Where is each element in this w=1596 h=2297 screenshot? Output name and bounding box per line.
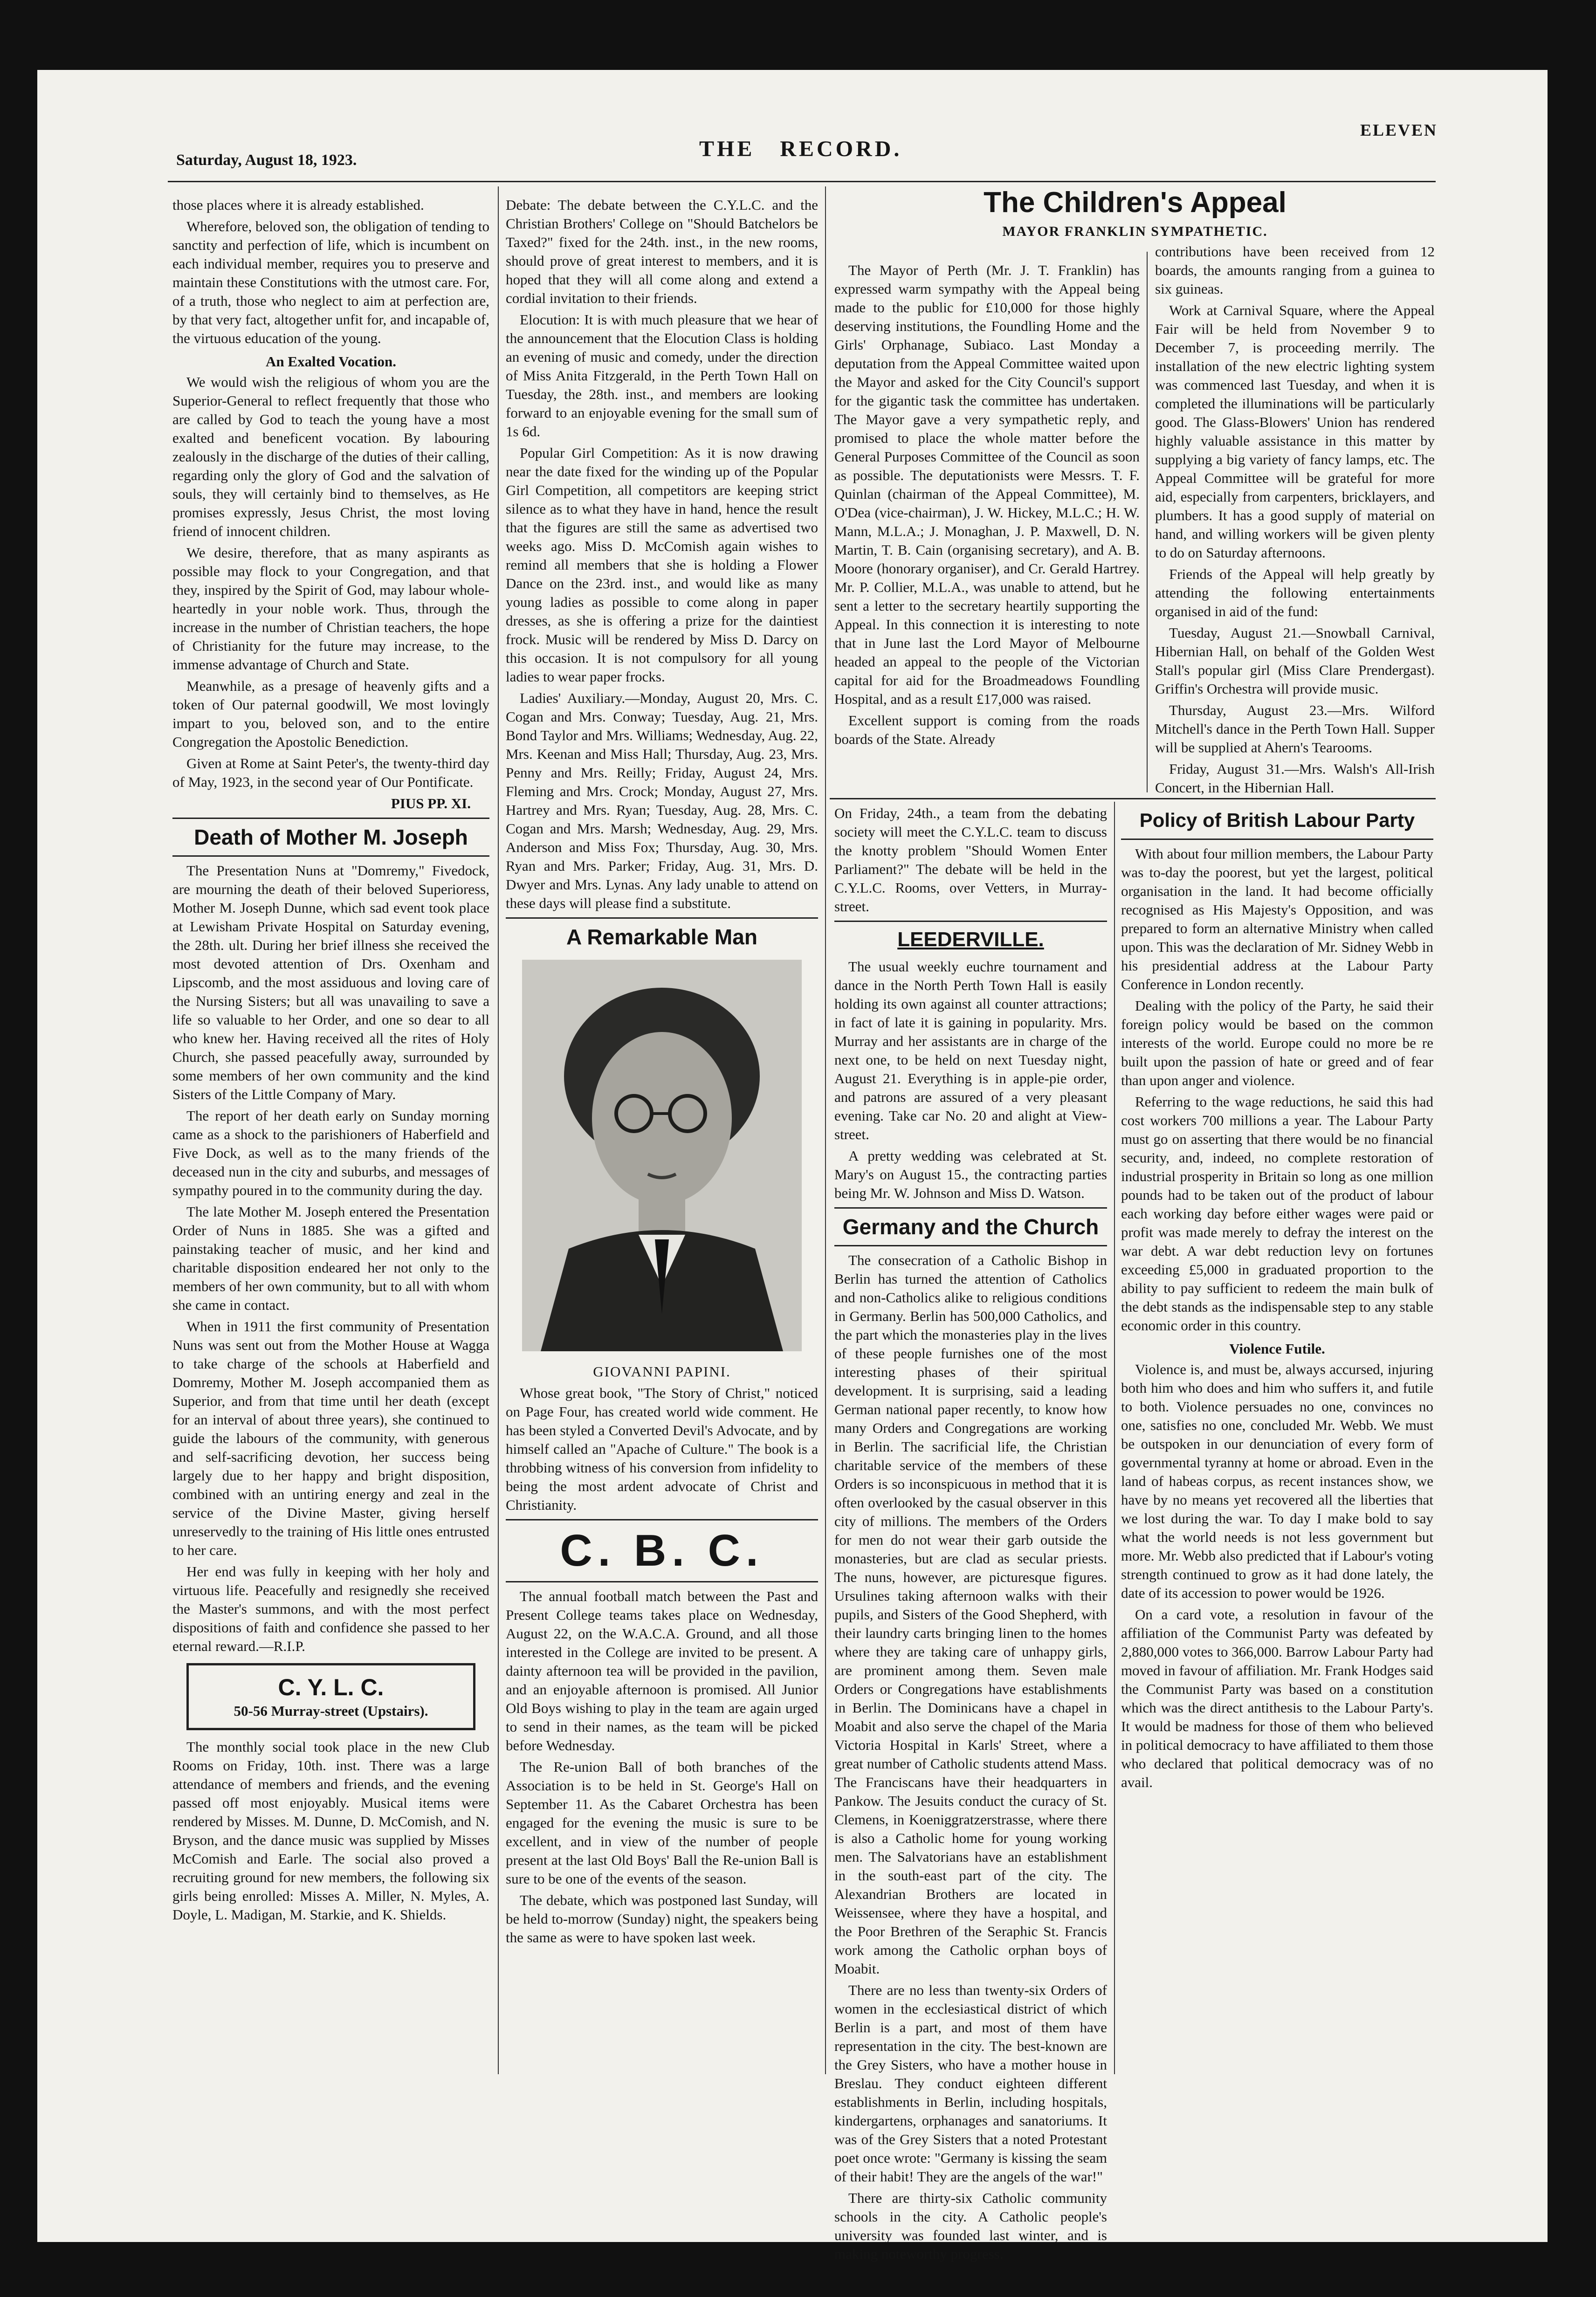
paragraph: The monthly social took place in the new Club Rooms on Friday, 10th. inst. There was a large attendance of members and friends, and the evening passed off most enjoyably. Musical items were rendered by Misses. M. Dunne, D. McComish, and N. Bryson, and the dance music was supplied by Misses McComish and Earle. The social also proved a recruiting ground for new members, the following six girls being enrolled: Misses A. Miller, N. Myles, A. Doyle, L. Madigan, M. Starkie, and K. Shields. [172, 1739, 489, 1923]
paragraph: The consecration of a Catholic Bishop in Berlin has turned the attention of Catholics and non-Catholics alike to religious conditions in Germany. Berlin has 500,000 Catholics, and the part which the monasteries play in the lives of these people furnishes one of the most interesting phases of their spiritual development. It is surprising, said a leading German national paper recently, to know how many Orders and Congregations are working in Berlin. The sacrificial life, the Christian charitable service of the members of these Orders is so inconspicuous in method that it is often overlooked by the casual observer in this city of millions. The members of the Orders for men do not wear their garb outside the monasteries, but are clad as secular priests. The nuns, however, are picturesque figures. Ursulines taking afternoon walks with their pupils, and Sisters of the Good Shepherd, with their laundry carts bringing linen to the homes where they are taking care of unhappy girls, are prominent among them. Seven male Orders or Congregations have establishments in Berlin. The Dominicans have a chapel in Moabit and also serve the chapel of the Maria Victoria Hospital in Karls' Street, where a great number of Catholic students attend Mass. The Franciscans have their headquarters in Pankow. The Jesuits conduct the curacy of St. Clemens, in Koeniggratzerstrasse, where there is also a Catholic home for young working men. The Salvatorians have an establishment in the south-east part of the city. The Alexandrian Brothers are located in Weissensee, where they have a hospital, and the Poor Brethren of the Seraphic St. Francis work among the Catholic orphan boys of Moabit. [834, 1252, 1107, 1977]
cylc-header-box [186, 1663, 475, 1730]
paragraph: When in 1911 the first community of Presentation Nuns was sent out from the Mother House at Wagga to take charge of the schools at Haberfield and Domremy, Mother M. Joseph accompanied them as Superior, and from that time until her death (except for an interval of about three years), she continued to guide the labours of the community, with generous and self-sacrificing devotion, her success being largely due to her happy and bright disposition, combined with an untiring energy and zeal in the service of the Divine Master, giving herself unreservedly to the training of His little ones entrusted to her care. [172, 1318, 489, 1558]
section-rule [506, 917, 818, 919]
section-rule [506, 1581, 818, 1582]
masthead-rule [168, 181, 1436, 182]
paragraph: The late Mother M. Joseph entered the Presentation Order of Nuns in 1885. She was a gifted and painstaking teacher of music, and her kind and charitable disposition endeared her not only to the members of her own community, but to all with whom she came in contact. [172, 1204, 489, 1313]
encyclical-article [172, 196, 489, 813]
paragraph: There are thirty-six Catholic community schools in the city. A Catholic people's university was founded last winter, and is making noteworthy progress. [834, 2190, 1107, 2262]
column-divider [1114, 802, 1115, 2074]
cbc-article [506, 1525, 818, 1947]
article-headline: C. B. C. [560, 1526, 764, 1575]
paragraph: Violence is, and must be, always accursed, injuring both him who does and him who suffers it, and futile to both. Violence persuades no one, convinces no one, satisfies no one, concluded Mr. Webb. We must be outspoken in our denunciation of every form of governmental tyranny at home or abroad. Even in the land of habeas corpus, as recent instances show, we have by no means yet recovered all the liberties that we lost during the war. To day I make bold to say what the world needs is not less government but more. Mr. Webb also predicted that if Labour's voting strength continued to grow as it had done lately, the date of its accession to power would be 1926. [1121, 1361, 1433, 1601]
paragraph: The debate, which was postponed last Sunday, will be held to-morrow (Sunday) night, the speakers being the same as were to have spoken last week. [506, 1892, 818, 1946]
newspaper-title: THE RECORD. [699, 137, 902, 161]
photo-caption: GIOVANNI PAPINI. [593, 1363, 731, 1380]
papini-article [506, 923, 818, 1514]
paragraph: A pretty wedding was celebrated at St. Mary's on August 15., the contracting parties being Mr. W. Johnson and Miss D. Watson. [834, 1148, 1107, 1201]
column-1 [172, 196, 489, 1927]
paragraph: Tuesday, August 21.—Snowball Carnival, Hibernian Hall, on behalf of the Golden West Stall's popular girl (Miss Clare Prendergast). Griffin's Orchestra will provide music. [1155, 625, 1435, 697]
paragraph: We desire, therefore, that as many aspirants as possible may flock to your Congregation, and that they, inspired by the Spirit of God, may labour whole-heartedly in your noble work. Thus, through the increase in the number of Christian teachers, the hope of Christianity for the future may increase, to the immense advantage of Church and State. [172, 544, 489, 673]
article-headline: A Remarkable Man [566, 925, 757, 949]
article-headline: The Children's Appeal [984, 186, 1286, 219]
paragraph: With about four million members, the Labour Party was to-day the poorest, but yet the largest, political organisation in the land. It had become officially recognised as His Majesty's Opposition, and was prepared to form an alternative Ministry when called upon. This was the declaration of Mr. Sidney Webb in his presidential address at the Labour Party Conference in London recently. [1121, 846, 1433, 992]
paragraph: Friends of the Appeal will help greatly by attending the following entertainments organised in aid of the fund: [1155, 566, 1435, 619]
paragraph: The report of her death early on Sunday morning came as a shock to the parishioners of Haberfield and Five Dock, as well as to the many friends of the deceased nun in the city and suburbs, and messages of sympathy poured in to the community during the day. [172, 1107, 489, 1198]
section-rule [1121, 839, 1433, 840]
paragraph: We would wish the religious of whom you are the Superior-General to reflect frequently that those who are called by God to teach the young have a most exalted and beneficent vocation. By labouring zealously in the discharge of the duties of their calling, regarding only the glory of God and the salvation of souls, they will certainly bind to themselves, as He promises expressly, Jesus Christ, the most loving friend of innocent children. [172, 374, 489, 539]
article-headline: LEEDERVILLE. [897, 928, 1044, 951]
leederville-article [834, 927, 1107, 1203]
section-rule [172, 855, 489, 857]
column-3 [834, 804, 1107, 2266]
paragraph: Excellent support is coming from the roads boards of the State. Already [834, 712, 1140, 747]
section-rule [830, 798, 1436, 799]
paragraph: The Presentation Nuns at "Domremy," Fivedock, are mourning the death of their beloved Superioress, Mother M. Joseph Dunne, which sad event took place at Lewisham Private Hospital on Saturday evening, the 28th. ult. During her brief illness she received the most devoted attention of Drs. Oxenham and Lipscomb, and the most assiduous and loving care of the Nursing Sisters; but all was unavailing to save a life so valuable to her Order, and one so dear to all who knew her. Having received all the rites of Holy Church, she passed peacefully away, surrounded by some members of her own community and the kind Sisters of the Little Company of Mary. [172, 862, 489, 1102]
paragraph: Whose great book, "The Story of Christ," noticed on Page Four, has created world wide comment. He has been styled a Converted Devil's Advocate, and by himself called an "Apache of Culture." The book is a throbbing witness of his conversion from infidelity to being the most ardent advocate of Christ and Christianity. [506, 1385, 818, 1513]
paragraph: There are no less than twenty-six Orders of women in the ecclesiastical district of which Berlin is a part, and most of them have representation in the city. The best-known are the Grey Sisters, who have a mother house in Breslau. They conduct eighteen different establishments in Berlin, including hospitals, kindergartens, orphanages and sanatoriums. It was of the Grey Sisters that a noted Protestant poet once wrote: "Germany is kissing the seam of their habit! They are the angels of the war!" [834, 1982, 1107, 2185]
subheading: An Exalted Vocation. [266, 353, 396, 370]
section-rule [834, 921, 1107, 922]
column-divider [498, 186, 499, 2074]
paragraph: The Re-union Ball of both branches of the Association is to be held in St. George's Hall on September 11. As the Cabaret Orchestra has been engaged for the evening the music is sure to be excellent, and in view of the number of people present at the last Old Boys' Ball the Re-union Ball is sure to be one of the events of the season. [506, 1759, 818, 1887]
page-number: ELEVEN [1360, 121, 1438, 139]
section-rule [834, 1207, 1107, 1209]
signature: PIUS PP. XI. [391, 795, 471, 812]
paragraph: contributions have been received from 12 boards, the amounts ranging from a guinea to six guineas. [1155, 243, 1435, 297]
paragraph: those places where it is already established. [172, 197, 424, 213]
paragraph: Debate: The debate between the C.Y.L.C. and the Christian Brothers' College on "Should Batchelors be Taxed?" fixed for the 24th. inst., in the new rooms, should prove of great interest to members, and it is hoped that they will all come along and extend a cordial invitation to their friends. [506, 197, 818, 306]
cylc-address: 50-56 Murray-street (Upstairs). [234, 1703, 428, 1719]
cylc-article [172, 1738, 489, 1924]
article-headline: Death of Mother M. Joseph [194, 825, 468, 849]
section-rule [834, 1245, 1107, 1246]
paragraph: Work at Carnival Square, where the Appeal Fair will be held from November 9 to December 7, is proceeding merrily. The installation of the new electric lighting system was commenced last Tuesday, and when it is completed the illuminations will be particularly good. The Glass-Blowers' Union has rendered highly valuable assistance in this matter by supplying a big variety of fancy lamps, etc. The Appeal Committee will be grateful for more aid, especially from carpenters, bricklayers, and plumbers. It has a good supply of material on hand, and willing workers will be given plenty to do on Saturday afternoons. [1155, 302, 1435, 561]
portrait-illustration [522, 960, 802, 1351]
column-divider [1147, 252, 1148, 792]
paragraph: Her end was fully in keeping with her holy and virtuous life. Peacefully and resignedly she received the Master's summons, and with the most perfect dispositions of faith and confidence she passed to her eternal reward.—R.I.P. [172, 1563, 489, 1654]
paragraph: Elocution: It is with much pleasure that we hear of the announcement that the Elocution Class is holding an evening of music and comedy, under the direction of Miss Anita Fitzgerald, in the Perth Town Hall on Tuesday, the 28th. inst., and members are looking forward to an enjoyable evening for the small sum of 1s 6d. [506, 311, 818, 440]
paragraph: Friday, August 31.—Mrs. Walsh's All-Irish Concert, in the Hibernian Hall. [1155, 761, 1435, 796]
childrens-appeal-headline-block [834, 184, 1436, 241]
column-3-top [834, 261, 1140, 751]
section-rule [172, 818, 489, 819]
issue-date: Saturday, August 18, 1923. [176, 151, 357, 169]
cylc-title: C. Y. L. C. [278, 1674, 384, 1700]
paragraph: Thursday, August 23.—Mrs. Wilford Mitchell's dance in the Perth Town Hall. Supper will be supplied at Ahern's Tearooms. [1155, 702, 1435, 756]
portrait-photo [522, 960, 802, 1351]
paragraph: The Mayor of Perth (Mr. J. T. Franklin) has expressed warm sympathy with the Appeal being made to the public for £10,000 for those highly deserving institutions, the Foundling Home and the Girls' Orphanage, Subiaco. Last Monday a deputation from the Appeal Committee waited upon the Mayor and asked for the City Council's support for the gigantic task the committee has undertaken. The Mayor gave a very sympathetic reply, and promised to place the whole matter before the General Purposes Committee of the Council as soon as possible. The deputationists were Messrs. T. F. Quinlan (chairman of the Appeal Committee), M. O'Dea (vice-chairman), J. W. Hickey, M.L.C.; H. W. Mann, M.L.A.; J. Monaghan, J. P. Maxwell, D. N. Martin, T. B. Cain (organising secretary), and A. B. Moore (honorary organiser), and Cr. Gerald Hartrey. Mr. P. Collier, M.L.A., was unable to attend, but he sent a letter to the secretary heartily supporting the Appeal. In this connection it is interesting to note that in June last the Lord Mayor of Melbourne headed an appeal to the people of the Victorian capital for aid for the Broadmeadows Foundling Hospital, and as a result £17,000 was raised. [834, 262, 1140, 707]
mother-joseph-article [172, 824, 489, 1656]
paragraph: On a card vote, a resolution in favour of the affiliation of the Communist Party was defeated by 2,880,000 votes to 366,000. Barrow Labour Party had moved in favour of affiliation. Mr. Frank Hodges said the Communist Party was based on a constitution which was the direct antithesis to the Labour Party's. It would be madness for those of them who believed in political democracy to have affiliated to them those who declared that political democracy was of no avail. [1121, 1606, 1433, 1790]
column-4-top [1155, 242, 1435, 800]
subheading: Violence Futile. [1229, 1341, 1325, 1357]
article-headline: Policy of British Labour Party [1139, 809, 1415, 831]
germany-article [834, 1213, 1107, 2263]
paragraph: The usual weekly euchre tournament and dance in the North Perth Town Hall is easily holding its own against all counter attractions; in fact of late it is gaining in popularity. Mrs. Murray and her assistants are in charge of the next one, to be held on next Tuesday night, August 21. Everything is in apple-pie order, and patrons are assured of a very pleasant evening. Take car No. 20 and alight at View-street. [834, 958, 1107, 1142]
paragraph: Meanwhile, as a presage of heavenly gifts and a token of Our paternal goodwill, We most lovingly impart to you, beloved son, and to the entire Congregation the Apostolic Benediction. [172, 678, 489, 750]
paragraph: Popular Girl Competition: As it is now drawing near the date fixed for the winding up of the Popular Girl Competition, all competitors are keeping strict silence as to what they have in hand, hence the result that the figures are still the same as advertised two weeks ago. Miss D. McComish again wishes to remind all members that she is holding a Flower Dance on the 23rd. inst., and would like as many young ladies as possible to come along in paper dresses, as she is offering a prize for the daintiest frock. Music will be rendered by Miss D. Darcy on this occasion. It is not compulsory for all young ladies to wear paper frocks. [506, 445, 818, 685]
paragraph: On Friday, 24th., a team from the debating society will meet the C.Y.L.C. team to discuss the knotty problem "Should Women Enter Parliament?" The debate will be held in the C.Y.L.C. Rooms, over Vetters, in Murray-street. [834, 805, 1107, 915]
paragraph: Given at Rome at Saint Peter's, the twenty-third day of May, 1923, in the second year of Our Pontificate. [172, 755, 489, 790]
paragraph: Wherefore, beloved son, the obligation of tending to sanctity and perfection of life, which is incumbent on each individual member, requires you to preserve and maintain these Constitutions with the utmost care. For, of a truth, those who neglect to aim at perfection are, by that very fact, altogether unfit for, and incapable of, the virtuous education of the young. [172, 218, 489, 346]
column-2 [506, 196, 818, 1950]
column-divider [825, 186, 826, 2074]
article-subheadline: MAYOR FRANKLIN SYMPATHETIC. [1002, 224, 1268, 239]
article-headline: Germany and the Church [842, 1215, 1099, 1239]
paragraph: Dealing with the policy of the Party, he said their foreign policy would be based on the common interests of the world. Europe could no more be re built upon the passion of hate or greed and of fear than upon anger and violence. [1121, 997, 1433, 1088]
section-rule [506, 1519, 818, 1520]
paragraph: The annual football match between the Past and Present College teams takes place on Wednesday, August 22, on the W.A.C.A. Ground, and all those interested in the College are invited to be present. A dainty afternoon tea will be provided in the pavilion, and an enjoyable afternoon is promised. All Junior Old Boys wishing to play in the team are again urged to send in their names, as the team will be picked before Wednesday. [506, 1588, 818, 1754]
labour-article [1121, 807, 1433, 1792]
paragraph: Referring to the wage reductions, he said this had cost workers 700 millions a year. The Labour Party must go on asserting that there would be no financial security, and, indeed, no complete restoration of industrial prosperity in Britain so long as one million pounds had to be taken out of the product of labour each working day before either wages were paid or profit was made merely to defray the interest on the war debt. A war debt reduction levy on fortunes exceeding £5,000 in graduated proportion to the ability to pay sufficient to redeem the main bulk of the debt stands as the indispensable step to any stable economic order in this country. [1121, 1093, 1433, 1334]
paragraph: Ladies' Auxiliary.—Monday, August 20, Mrs. C. Cogan and Mrs. Conway; Tuesday, Aug. 21, Mrs. Bond Taylor and Mrs. Williams; Wednesday, Aug. 22, Mrs. Keenan and Miss Hall; Thursday, Aug. 23, Mrs. Penny and Mrs. Reilly; Friday, August 24, Mrs. Fleming and Mrs. Crock; Monday, August 27, Mrs. Hartrey and Mrs. Ryan; Tuesday, Aug. 28, Mrs. C. Cogan and Mrs. Marsh; Wednesday, Aug. 29, Mrs. Anderson and Miss Fox; Thursday, Aug. 30, Mrs. Ryan and Mrs. Parker; Friday, Aug. 31, Mrs. D. Dwyer and Mrs. Lynas. Any lady unable to attend on these days will please find a substitute. [506, 690, 818, 911]
column-4 [1121, 804, 1433, 1795]
